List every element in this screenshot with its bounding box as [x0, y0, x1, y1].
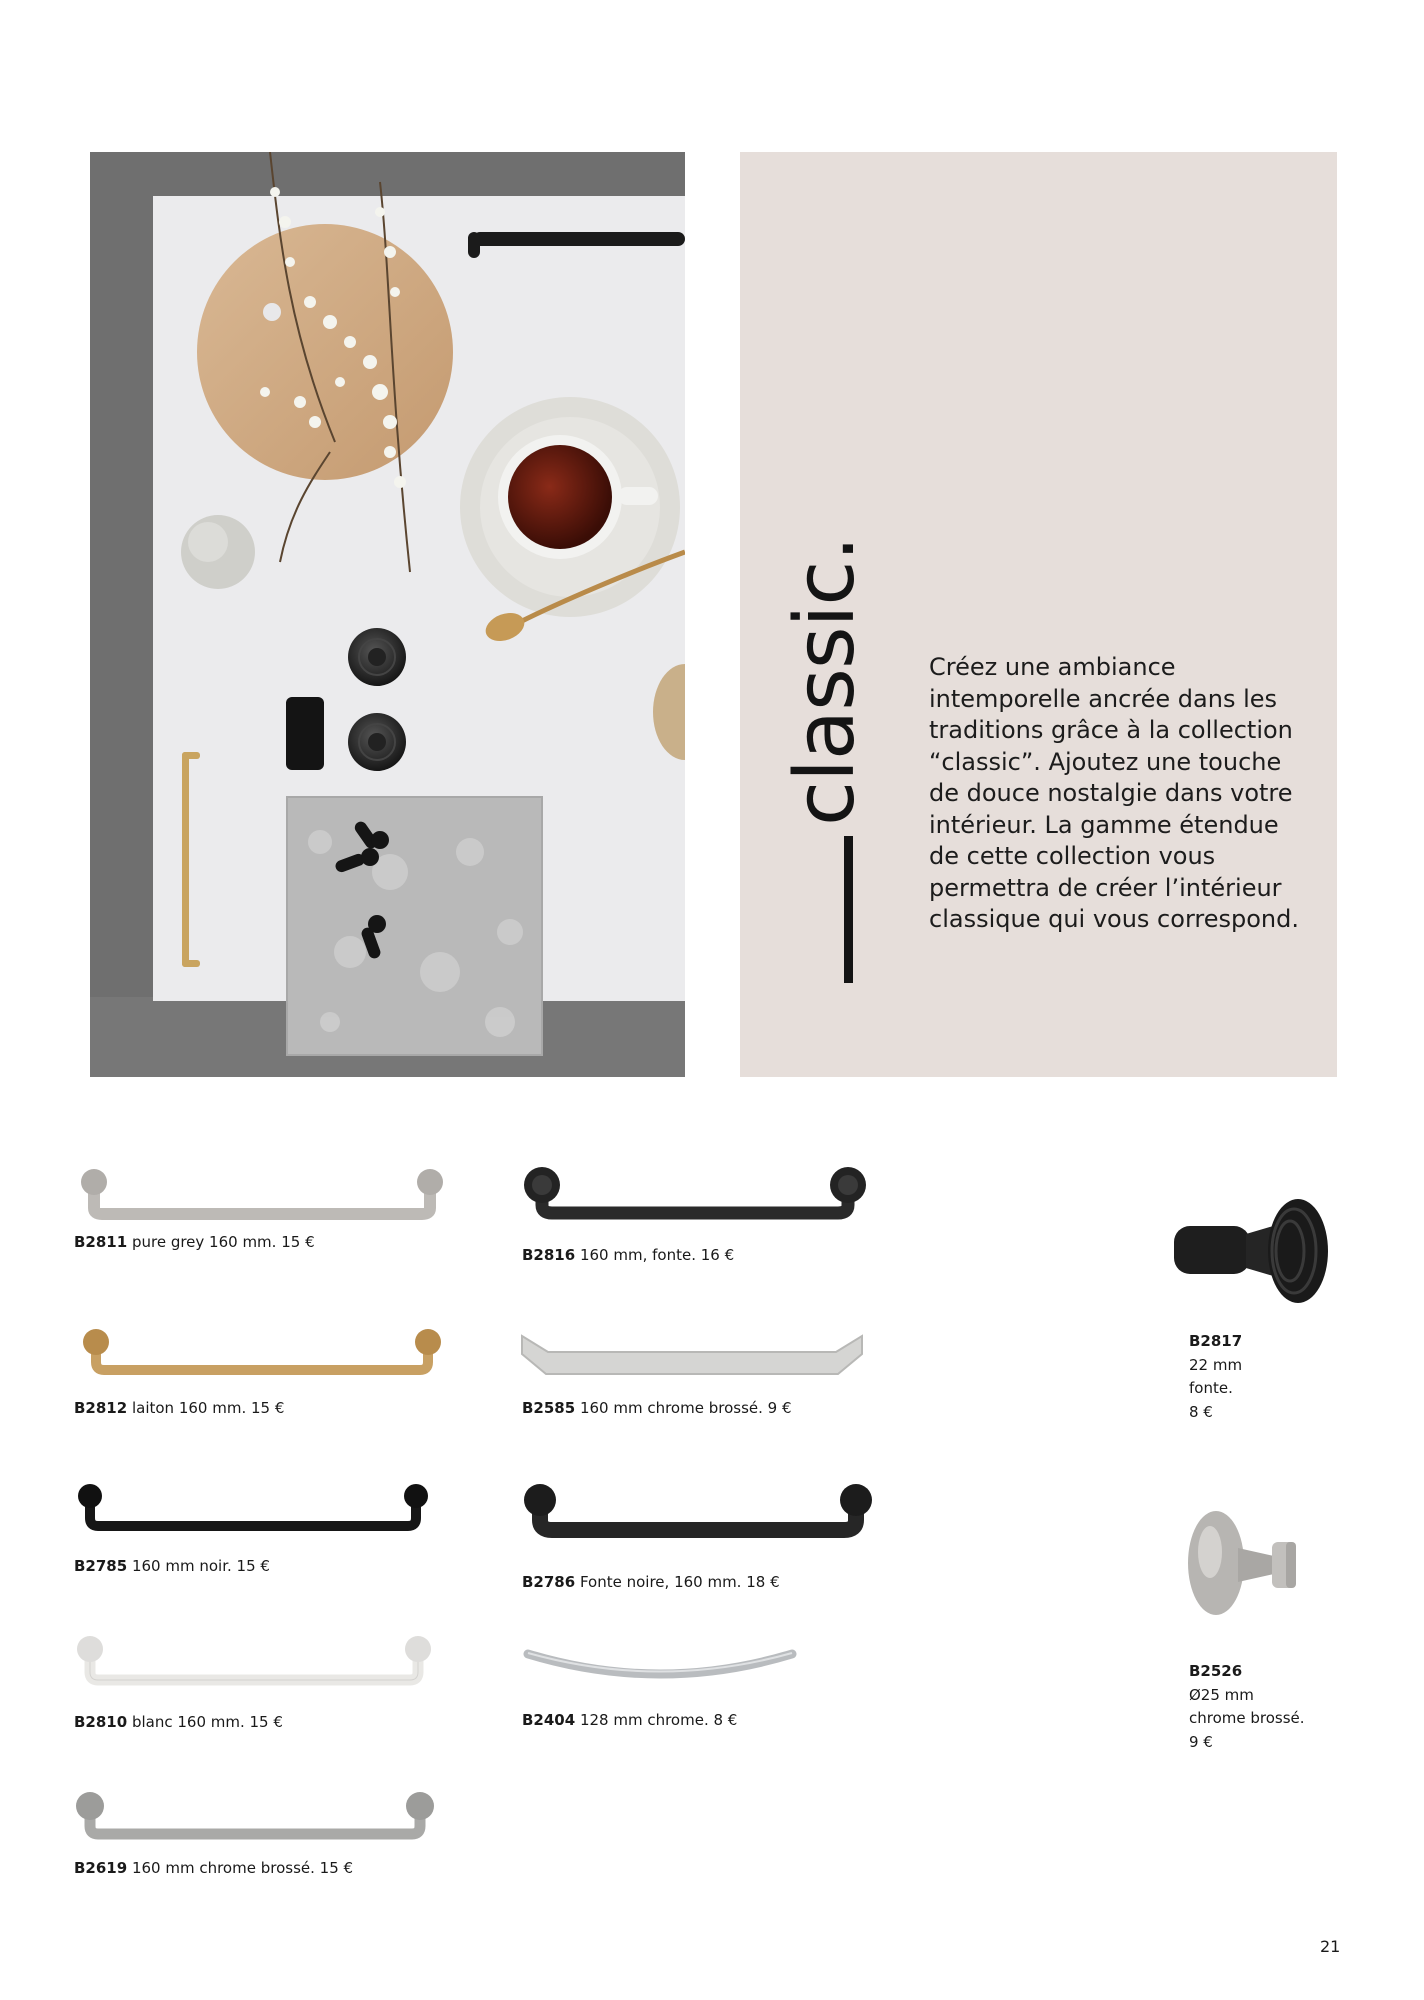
knob-caption-b2526: B2526 Ø25 mm chrome brossé. 9 € [1189, 1662, 1305, 1751]
product-caption-b2619: B2619 160 mm chrome brossé. 15 € [74, 1859, 354, 1877]
collection-panel [740, 152, 1337, 1077]
cast-iron-handle-icon [522, 1165, 868, 1225]
collection-title: classic. [778, 536, 873, 826]
black-cast-handle-icon [522, 1484, 877, 1540]
collection-description: Créez une ambiance intemporelle ancrée dans les traditions grâce à la collection “classic”. Ajoutez une touche de douce nostalgie dans votre intérieur. La gamme étendue de cette collection vous permettra de créer l’intérieur classique qui vous correspond. [929, 653, 1299, 933]
product-caption-b2404: B2404 128 mm chrome. 8 € [522, 1711, 738, 1729]
product-caption-b2786: B2786 Fonte noire, 160 mm. 18 € [522, 1573, 780, 1591]
product-caption-b2810: B2810 blanc 160 mm. 15 € [74, 1713, 283, 1731]
product-caption-b2816: B2816 160 mm, fonte. 16 € [522, 1246, 735, 1264]
flat-lay-illustration [90, 152, 685, 1077]
title-rule [844, 836, 853, 983]
white-handle-icon [74, 1636, 436, 1690]
cast-knob-icon [1170, 1196, 1334, 1306]
brass-handle-icon [74, 1328, 450, 1378]
hero-photo [90, 152, 685, 1077]
black-handle-icon [74, 1484, 436, 1534]
knob-caption-b2817: B2817 22 mm fonte. 8 € [1189, 1332, 1243, 1421]
product-caption-b2811: B2811 pure grey 160 mm. 15 € [74, 1233, 315, 1251]
product-caption-b2585: B2585 160 mm chrome brossé. 9 € [522, 1399, 792, 1417]
brushed-chrome-handle-icon [518, 1332, 866, 1378]
page-number: 21 [1320, 1937, 1341, 1956]
grey-handle-icon [74, 1168, 450, 1222]
brushed-chrome-knob-icon [1186, 1508, 1302, 1618]
chrome-bow-handle-icon [522, 1644, 798, 1684]
product-caption-b2812: B2812 laiton 160 mm. 15 € [74, 1399, 285, 1417]
product-caption-b2785: B2785 160 mm noir. 15 € [74, 1557, 270, 1575]
brushed-chrome-bar-handle-icon [74, 1790, 438, 1844]
